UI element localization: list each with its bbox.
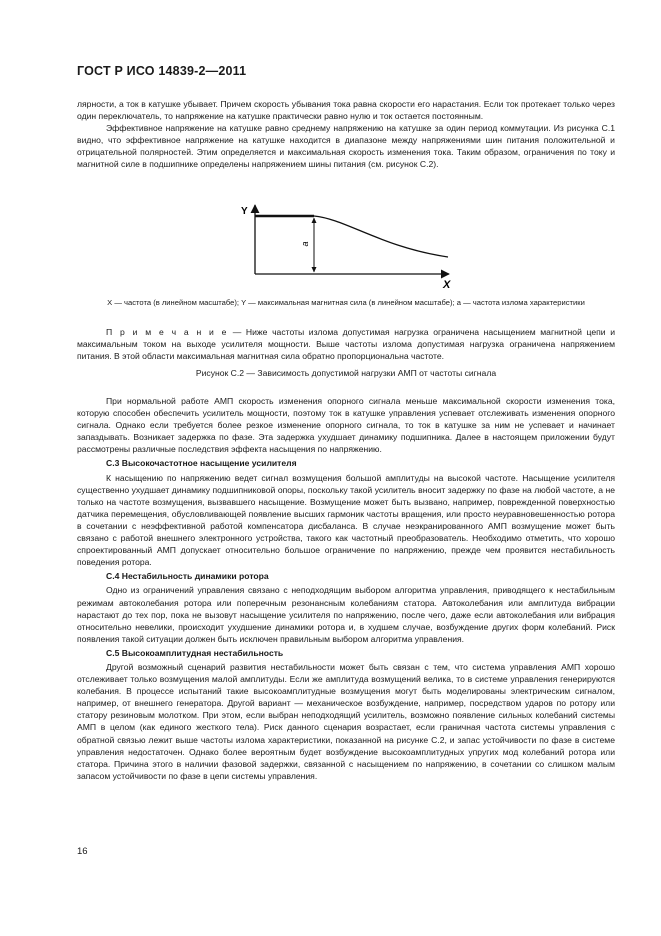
page-number: 16 [77,846,88,857]
y-axis-label: Y [241,206,248,217]
section-heading-c4: С.4 Нестабильность динамики ротора [106,571,269,582]
marker-arrow-up [312,218,317,224]
section-heading-c5: С.5 Высокоамплитудная нестабильность [106,647,284,658]
note-paragraph [77,326,615,362]
load-frequency-figure [236,198,466,290]
paragraph: Эффективное напряжение на катушке равно среднему напряжению на катушке за один период коммутации. Из рисунка С.1 видно, что эффективное напряжение на катушке находится в диапазоне между напряжениями шин питания положительной и отрицательной полярностей. Этим определяется и максимальная скорость изменения тока. Таким образом, ограничения по току и магнитной силе в подшипнике определены напряжением шины питания (см. рисунок С.2). [77,123,615,170]
marker-arrow-down [312,267,317,273]
figure-legend: X — частота (в линейном масштабе); Y — максимальная магнитная сила (в линейном масштабе); a — частота излома характеристики [107,298,585,307]
paragraph: При нормальной работе АМП скорость изменения опорного сигнала меньше максимальной скорости изменения тока, которую способен обеспечить усилитель мощности, поэтому ток в катушке управления успевает отслеживать изменения опорного сигнала. Однако если требуется более резкое изменение опорного сигнала, то ток в катушке за ним не успевает и начинает запаздывать. Возникает задержка по фазе. Эта задержка ухудшает динамику подшипника. Далее в настоящем приложении будут рассмотрены различные последствия эффекта насыщения по напряжению. [77,396,615,455]
note-text: — Ниже частоты излома допустимая нагрузка ограничена насыщением магнитной цепи и максимальным током на выходе усилителя мощности. Выше частоты излома допустимая нагрузка ограничена напряжением питания. В этой области максимальная магнитная сила обратно пропорциональна частоте. [77,327,615,362]
section-text-c5: Другой возможный сценарий развития нестабильности может быть связан с тем, что система управления АМП хорошо отслеживает только возмущения малой амплитуды. Если же амплитуда возмущений велика, то в системе управления генерируются колебания. В процессе испытаний такие высокоамплитудные возмущения могут быть моделированы электрическим сигналом, например, от внешнего генератора. Другой вариант — механическое возбуждение, например, посредством ударов по ротору или статору резиновым молотком. При этом, если выбран неподходящий усилитель, возможно появление сильных колебаний системы АМП в целом (как единого жесткого тела). Риск данного сценария возрастает, если граничная частота системы управления с обратной связью лежит выше частоты излома характеристики, показанной на рисунке С.2, и запас устойчивости по фазе в системе управления недостаточен. Однако более вероятным будет возбуждение высокоамплитудных упругих мод колебаний ротора или статора. Причина этого в наличии фазовой задержки, связанной с насыщением по напряжению, в сочетании со слишком малым запасом устойчивости по фазе в цепи системы управления. [77,661,615,781]
document-header: ГОСТ Р ИСО 14839-2—2011 [77,64,247,78]
section-heading-c3: С.3 Высокочастотное насыщение усилителя [106,458,297,469]
knee-frequency-label: a [300,241,310,247]
note-label: П р и м е ч а н и е [106,327,229,337]
intro-text [77,98,615,171]
load-curve-falloff [314,216,448,257]
figure-note [77,326,615,362]
figure-title: Рисунок С.2 — Зависимость допустимой нагрузки АМП от частоты сигнала [195,368,497,378]
section-text-c3: К насыщению по напряжению ведет сигнал возмущения большой амплитуды на высокой частоте. Насыщение усилителя существенно ухудшает динамику подшипниковой опоры, поскольку такой усилитель вносит задержку по фазе на любой частоте, а не только на частоте возмущения, вызвавшего насыщение. Возмущение может быть вызвано, например, поврежденной поверхностью датчика перемещения, обусловливающей появление высших гармоник частоты вращения, или просто неуравновешенностью ротора в сочетании с неэффективной работой компенсатора дисбаланса. В случае неэкранированного АМП возмущение может быть связано с работой внешнего электронного устройства, такого как частотный преобразователь. Необходимо отметить, что хорошо спроектированный АМП допускает относительно большое ограничение по напряжению, прежде чем проявится нестабильность поведения ротора. [77,472,615,568]
paragraph: лярности, а ток в катушке убывает. Причем скорость убывания тока равна скорости его нарастания. Если ток протекает только через один переключатель, то напряжение на катушке практически равно нулю и ток остается постоянным. [77,99,615,122]
section-text-c4: Одно из ограничений управления связано с неподходящим выбором алгоритма управления, приводящего к нестабильным режимам автоколебания ротора или поперечным резонансным колебаниям статора. Автоколебания или амплитуда вибрации нарастают до тех пор, пока не вызовут насыщение усилителя по напряжению, после чего, даже если автоколебания или вибрация относительно невелики, происходит ухудшение динамики ротора и, в худшем случае, возбуждение других форм колебаний. Риск появления такой ситуации должен быть исключен правильным выбором алгоритма управления. [77,585,615,644]
main-text [77,395,615,782]
x-axis-label: X [443,279,451,290]
